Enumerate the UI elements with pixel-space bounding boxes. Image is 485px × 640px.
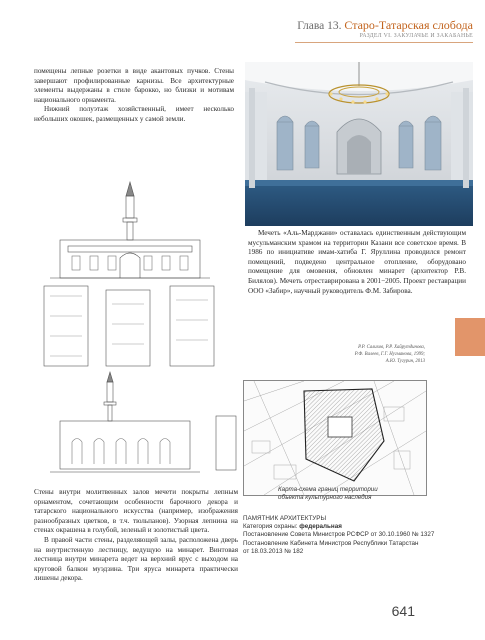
walls-paragraph-2: В правой части стены, разделяющей залы, расположена дверь на внутристенную лестницу, ведущую на минарет. Винтовая лестница внутри минарета ведет на верхний ярус с выходом на круговой балкон муэдзина. Три яруса минарета практически лишены декора. xyxy=(34,535,238,583)
mosque-interior-photo xyxy=(245,62,473,226)
credit-line-2: Р.Ф. Валеев, Г.Г. Нугманова, 1999; xyxy=(354,351,425,357)
architectural-drawings xyxy=(20,180,240,482)
map-caption xyxy=(278,486,378,501)
decree-line-2: Постановление Кабинета Министров Республики Татарстан xyxy=(243,539,419,547)
chapter-title: Старо-Татарская слобода xyxy=(344,18,473,32)
intro-text xyxy=(34,67,234,125)
chapter-prefix: Глава 13. xyxy=(297,20,342,32)
section-label: РАЗДЕЛ VI. ЗАКУЛАЧЬЕ И ЗАКАБАНЬЕ xyxy=(359,33,473,39)
mosque-history-text xyxy=(248,229,466,296)
page-number: 641 xyxy=(391,603,415,619)
walls-text xyxy=(34,488,238,584)
decree-line-1: Постановление Совета Министров РСФСР от 30.10.1960 № 1327 xyxy=(243,531,435,539)
intro-paragraph-1: помещены лепные розетки в виде акантовых пучков. Стены завершают профилированные карнизы. Все архитектурные элементы выдержаны в стиле барокко, но близки и мотивам национального орнамента. xyxy=(34,67,234,104)
section-tab xyxy=(455,318,485,356)
category-value: федеральная xyxy=(299,523,342,531)
decree-line-2-date: от 18.03.2013 № 182 xyxy=(243,547,304,555)
authors-credit xyxy=(355,345,425,365)
territory-map xyxy=(243,380,427,496)
monument-title: ПАМЯТНИК АРХИТЕКТУРЫ xyxy=(243,515,327,522)
chapter-heading xyxy=(297,18,473,33)
intro-paragraph-2: Нижний полуэтаж хозяйственный, имеет несколько небольших окошек, размещенных у самой земли. xyxy=(34,105,234,123)
header-rule xyxy=(295,42,473,43)
walls-paragraph-1: Стены внутри молитвенных залов мечети покрыты лепным орнаментом, сочетающим особенности барочного декора и татарского национального искусства (например, изображения разнообразных цветков, в т.ч. тюльпанов). Узорная лепнина на стенах окрашена в голубой, зеленый и золотистый цвета. xyxy=(34,488,238,535)
protection-category xyxy=(243,523,443,531)
credit-line-1: Р.Р. Салихов, Р.Р. Хайрутдинова, xyxy=(358,345,425,350)
map-caption-line-1: Карта-схема границ территории xyxy=(278,486,378,493)
category-label: Категория охраны: xyxy=(243,523,300,531)
credit-line-3: А.Ю. Тугурин, 2013 xyxy=(385,358,425,364)
monument-info xyxy=(243,515,443,556)
map-caption-line-2: объекта культурного наследия xyxy=(278,493,372,501)
mosque-history-paragraph: Мечеть «Аль-Марджани» оставалась единственным действующим мусульманским храмом на территории Казани все советское время. В 1986 по инициативе имам-хатиба Г. Яруллина проводился ремонт помещений, подведено центральное отопление, оборудовано помещение для омовения, обновлен минарет (архитектор Р.В. Билялов). Мечеть отреставрирована в 2001−2005. Проект реставрации ООО «Забир», научный руководитель Ф.М. Забирова. xyxy=(248,229,466,295)
